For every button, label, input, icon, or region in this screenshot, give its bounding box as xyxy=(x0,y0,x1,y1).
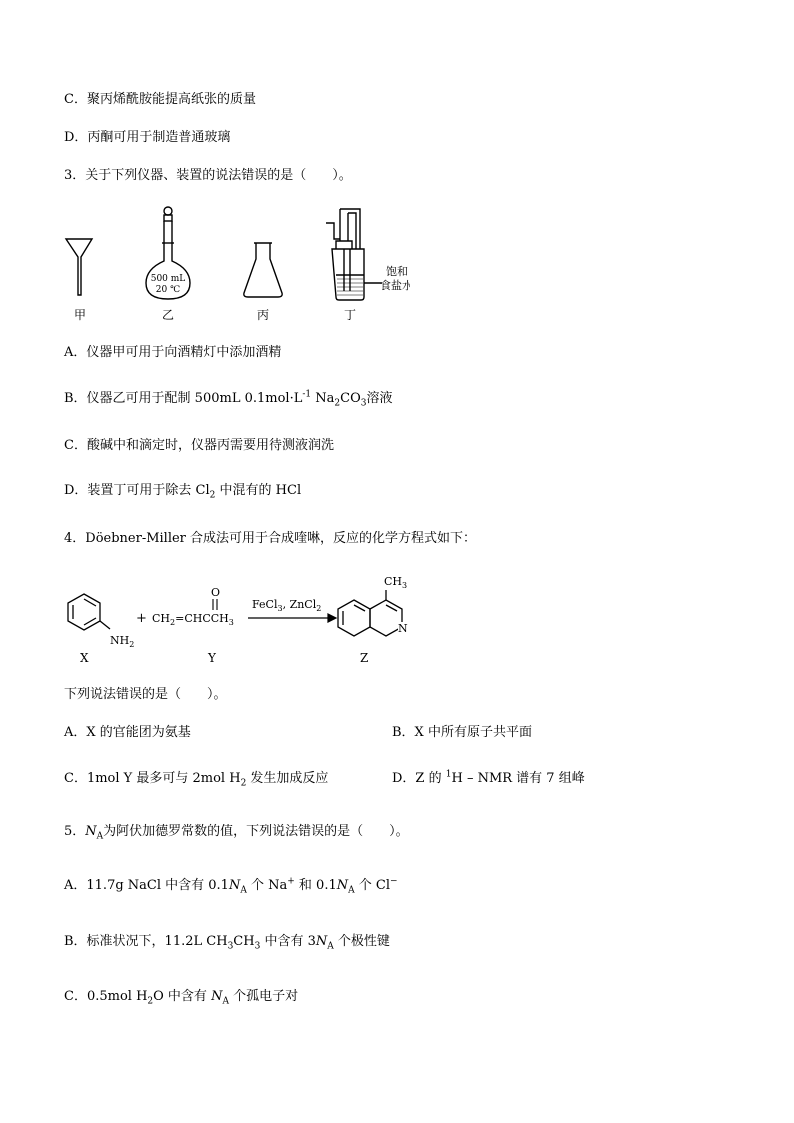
q4-option-b: B．X 中所有原子共平面 xyxy=(392,725,532,740)
q4-option-d: D．Z 的 $^1$H – NMR 谱有 7 组峰 xyxy=(392,769,585,786)
quinoline-structure xyxy=(338,590,402,636)
nitrogen-atom-label: N xyxy=(398,622,408,635)
gas-washing-bottle-icon xyxy=(326,209,382,300)
label-ding: 丁 xyxy=(343,308,357,322)
q5-option-c: C．0.5mol $H_2O$ 中含有 $N_A$ 个孤电子对 xyxy=(64,989,299,1007)
methyl-group-label: $CH_3$ xyxy=(384,575,408,590)
aniline-structure xyxy=(68,594,110,630)
q4-option-c: C．1mol Y 最多可与 2mol $H_2$ 发生加成反应 xyxy=(64,771,329,789)
reagents-label: FeCl$_3$, ZnCl$_2$ xyxy=(252,598,322,613)
label-bing: 丙 xyxy=(256,308,270,322)
q3-option-d: D．装置丁可用于除去 $Cl_2$ 中混有的 HCl xyxy=(64,483,302,501)
flask-temperature-label: 20 ℃ xyxy=(155,285,181,295)
compound-y-formula: $CH_2=CHCCH_3$ xyxy=(152,612,234,627)
amino-group-label: $NH_2$ xyxy=(110,634,135,649)
q5-option-b: B．标准状况下，11.2L $CH_3CH_3$ 中含有 $3N_A$ 个极性键 xyxy=(64,934,390,952)
label-x: X xyxy=(80,651,89,665)
q4-option-a: A．X 的官能团为氨基 xyxy=(64,725,191,740)
q3-option-a: A．仪器甲可用于向酒精灯中添加酒精 xyxy=(64,345,282,360)
plus-sign: + xyxy=(136,611,147,626)
conical-flask-icon xyxy=(244,243,282,297)
q2-option-c: C．聚丙烯酰胺能提高纸张的质量 xyxy=(64,92,256,107)
label-yi: 乙 xyxy=(161,308,175,322)
q4-sub-stem: 下列说法错误的是（ ）。 xyxy=(64,687,227,702)
q3-stem: 3．关于下列仪器、装置的说法错误的是（ ）。 xyxy=(64,168,352,183)
carbonyl-oxygen: O xyxy=(211,586,221,599)
label-z: Z xyxy=(360,651,369,665)
q5-option-a: A．11.7g NaCl 中含有 $0.1N_A$ 个 Na+ 和 $0.1N_A$ 个 Cl− xyxy=(64,876,398,896)
q3-apparatus-figure xyxy=(64,203,410,327)
reaction-scheme-drawing xyxy=(64,566,410,670)
q4-reaction-scheme xyxy=(64,566,410,670)
reaction-arrow xyxy=(248,614,336,622)
bottle-label-saline: 食盐水 xyxy=(380,279,410,292)
apparatus-drawing xyxy=(64,203,410,327)
label-y: Y xyxy=(208,651,216,665)
bottle-label-saturated: 饱和 xyxy=(386,265,408,278)
flask-volume-label: 500 mL xyxy=(150,274,186,284)
q3-option-b: B．仪器乙可用于配制 500mL $0.1mol\cdot L^{-1}$ $Na_2CO_3$溶液 xyxy=(64,389,393,409)
q5-stem: 5．$N_A$为阿伏加德罗常数的值，下列说法错误的是（ ）。 xyxy=(64,824,409,842)
q3-option-c: C．酸碱中和滴定时，仪器丙需要用待测液润洗 xyxy=(64,438,334,453)
q4-stem: 4．Döebner-Miller 合成法可用于合成喹啉，反应的化学方程式如下： xyxy=(64,531,477,546)
q2-option-d: D．丙酮可用于制造普通玻璃 xyxy=(64,130,231,145)
label-jia: 甲 xyxy=(73,308,87,322)
funnel-icon xyxy=(66,239,92,295)
